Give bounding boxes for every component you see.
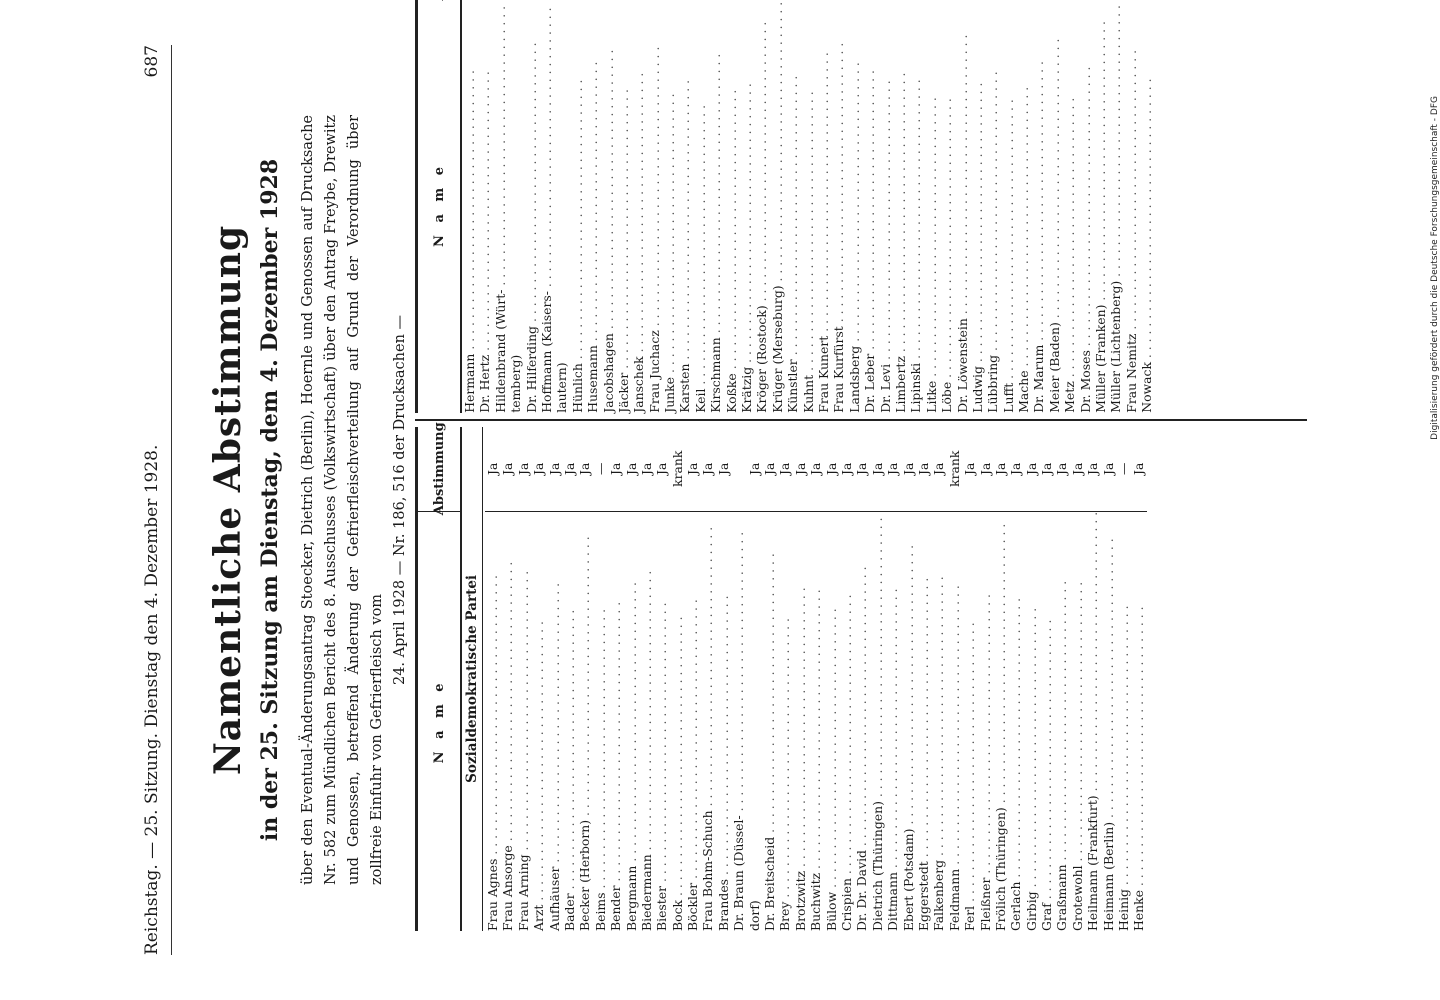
member-row bbox=[1124, 0, 1139, 413]
member-name: Bülow . . . bbox=[824, 512, 839, 931]
member-row bbox=[924, 0, 939, 413]
member-row bbox=[539, 0, 554, 413]
member-name: Künstler . . . bbox=[785, 0, 800, 413]
member-name: Keil . . . bbox=[693, 0, 708, 413]
member-name: Böckler . . . bbox=[685, 512, 700, 931]
member-row bbox=[500, 427, 515, 931]
member-row bbox=[762, 427, 777, 931]
member-name: Girbig . . . bbox=[1024, 512, 1039, 931]
member-row bbox=[808, 427, 823, 931]
member-vote: Ja bbox=[608, 427, 623, 512]
member-name: Ludwig . . . bbox=[970, 0, 985, 413]
member-row bbox=[893, 0, 908, 413]
rotated-page bbox=[97, 5, 1337, 995]
member-name: Junke . . . bbox=[662, 0, 677, 413]
member-row bbox=[577, 427, 592, 931]
member-name: Koßke . . . bbox=[724, 0, 739, 413]
member-name: Heinig . . . bbox=[1116, 512, 1131, 931]
member-row bbox=[654, 427, 669, 931]
member-row bbox=[939, 0, 954, 413]
member-row bbox=[601, 0, 616, 413]
member-name: Karsten . . . bbox=[677, 0, 692, 413]
member-row bbox=[747, 427, 762, 931]
member-row bbox=[801, 0, 816, 413]
member-name: Dr. Marum . . . bbox=[1031, 0, 1046, 413]
member-name: Bergmann . . . bbox=[624, 512, 639, 931]
member-vote: Ja bbox=[562, 427, 577, 512]
member-vote: Ja bbox=[700, 427, 715, 512]
member-vote bbox=[731, 427, 746, 512]
member-row bbox=[947, 427, 962, 931]
member-name: Müller (Lichtenberg) . . . bbox=[1108, 0, 1123, 413]
column-header bbox=[415, 422, 462, 931]
running-head-text: Reichstag. — 25. Sitzung. Dienstag den 4. Dezember 1928. bbox=[142, 444, 162, 955]
member-vote: Ja bbox=[808, 427, 823, 512]
member-row bbox=[1024, 427, 1039, 931]
page-number: 687 bbox=[142, 45, 162, 78]
member-name: Nowack . . . bbox=[1139, 0, 1154, 413]
member-row bbox=[547, 427, 562, 931]
member-name: Bender . . . bbox=[608, 512, 623, 931]
member-name: Brotzwitz . . . bbox=[793, 512, 808, 931]
member-row bbox=[878, 0, 893, 413]
member-row bbox=[485, 427, 500, 931]
member-row bbox=[1047, 0, 1062, 413]
member-row bbox=[785, 0, 800, 413]
member-row bbox=[477, 0, 492, 413]
member-name: Biedermann . . . bbox=[639, 512, 654, 931]
member-vote: Ja bbox=[531, 427, 546, 512]
member-name: Hünlich . . . bbox=[570, 0, 585, 413]
member-vote: Ja bbox=[485, 427, 500, 512]
member-row bbox=[608, 427, 623, 931]
member-name: Dr. Braun (Düssel- . . . bbox=[731, 512, 746, 931]
member-vote: Ja bbox=[885, 427, 900, 512]
member-name: Arzt . . . bbox=[531, 512, 546, 931]
member-name: Heilmann (Frankfurt) . . . bbox=[1085, 512, 1100, 931]
member-name: Bader . . . bbox=[562, 512, 577, 931]
member-row bbox=[493, 0, 508, 413]
member-vote: Ja bbox=[901, 427, 916, 512]
member-row bbox=[770, 0, 785, 413]
member-name: Frau Juchacz . . . bbox=[647, 0, 662, 413]
member-vote: Ja bbox=[639, 427, 654, 512]
member-row bbox=[1016, 0, 1031, 413]
member-row bbox=[708, 0, 723, 413]
member-name: Müller (Franken) . . . bbox=[1093, 0, 1108, 413]
member-row bbox=[824, 427, 839, 931]
member-name: Frau Nemitz . . . bbox=[1124, 0, 1139, 413]
intro-last-line: 24. April 1928 — Nr. 186, 516 der Drucksachen — bbox=[392, 314, 408, 686]
member-vote: Ja bbox=[993, 427, 1008, 512]
member-name: Lufft . . . bbox=[1001, 0, 1016, 413]
intro-paragraph bbox=[297, 115, 412, 885]
member-vote: Ja bbox=[870, 427, 885, 512]
member-name: Frau Kurfürst . . . bbox=[831, 0, 846, 413]
party-heading: Sozialdemokratische Partei bbox=[462, 427, 483, 931]
member-name: Graßmann . . . bbox=[1054, 512, 1069, 931]
member-name: Janschek . . . bbox=[631, 0, 646, 413]
member-name: Hermann . . . bbox=[462, 0, 477, 413]
member-row bbox=[631, 0, 646, 413]
member-row bbox=[731, 427, 746, 931]
member-row bbox=[847, 0, 862, 413]
member-vote: Ja bbox=[1070, 427, 1085, 512]
member-name: Dr. Leber . . . bbox=[862, 0, 877, 413]
vote-header: Abstimmung bbox=[418, 427, 460, 512]
member-name: Mache . . . bbox=[1016, 0, 1031, 413]
member-row bbox=[816, 0, 831, 413]
member-name: Frölich (Thüringen) . . . bbox=[993, 512, 1008, 931]
member-name: Dietrich (Thüringen) . . . bbox=[870, 512, 885, 931]
member-name: Beims . . . bbox=[593, 512, 608, 931]
member-name: Jacobshagen . . . bbox=[601, 0, 616, 413]
member-row bbox=[1039, 427, 1054, 931]
column-header bbox=[415, 0, 462, 413]
member-row bbox=[854, 427, 869, 931]
member-vote: Ja bbox=[777, 427, 792, 512]
member-vote: Ja bbox=[500, 427, 515, 512]
intro-text: über den Eventual-Änderungsantrag Stoecker, Dietrich (Berlin), Hoernle und Genossen auf Drucksache Nr. 582 zum Mündlichen Bericht des 8. Ausschusses (Volkswirtschaft) über den Antrag Freybe, Drewitz und Genossen, betreffend Änderung der Gefrierfleischverteilung auf Grund der Verordnung über zollfreie Einfuhr von Gefrierfleisch vom bbox=[300, 115, 385, 885]
member-row bbox=[1031, 0, 1046, 413]
member-name: lautern) bbox=[554, 362, 570, 413]
member-vote: Ja bbox=[793, 427, 808, 512]
member-row bbox=[662, 0, 677, 413]
member-vote: Ja bbox=[762, 427, 777, 512]
member-name: Dr. Dr. David . . . bbox=[854, 512, 869, 931]
member-row bbox=[639, 427, 654, 931]
member-vote: — bbox=[593, 427, 608, 512]
member-vote: krank bbox=[670, 427, 685, 512]
member-row bbox=[1062, 0, 1077, 413]
member-row bbox=[1078, 0, 1093, 413]
member-row bbox=[1108, 0, 1123, 413]
member-vote: Ja bbox=[978, 427, 993, 512]
member-name: Hoffmann (Kaisers- . . . bbox=[539, 0, 554, 413]
member-row bbox=[1093, 0, 1108, 413]
member-row bbox=[508, 0, 523, 413]
member-row bbox=[754, 0, 769, 413]
vote-column-2 bbox=[415, 0, 1307, 419]
member-vote: Ja bbox=[1054, 427, 1069, 512]
member-name: Frau Ansorge . . . bbox=[500, 512, 515, 931]
vote-table bbox=[415, 63, 1307, 937]
vote-column-1 bbox=[415, 419, 1307, 937]
member-name: Dittmann . . . bbox=[885, 512, 900, 931]
member-name: Crispien . . . bbox=[839, 512, 854, 931]
member-name: Frau Bohm-Schuch . . . bbox=[700, 512, 715, 931]
member-row bbox=[670, 427, 685, 931]
member-name: Dr. Breitscheid . . . bbox=[762, 512, 777, 931]
member-row bbox=[685, 427, 700, 931]
member-name: Biester . . . bbox=[654, 512, 669, 931]
member-row bbox=[1054, 427, 1069, 931]
member-vote: krank bbox=[947, 427, 962, 512]
member-name: Ferl . . . bbox=[962, 512, 977, 931]
member-name: Landsberg . . . bbox=[847, 0, 862, 413]
member-name: Gerlach . . . bbox=[1008, 512, 1023, 931]
member-row bbox=[908, 0, 923, 413]
member-vote: Ja bbox=[839, 427, 854, 512]
member-name: Brandes . . . bbox=[716, 512, 731, 931]
member-row bbox=[1001, 0, 1016, 413]
member-name: Kirschmann . . . bbox=[708, 0, 723, 413]
member-name: Feldmann . . . bbox=[947, 512, 962, 931]
member-name: temberg) bbox=[508, 354, 524, 413]
member-name: Fleißner . . . bbox=[978, 512, 993, 931]
member-vote: Ja bbox=[547, 427, 562, 512]
member-row bbox=[885, 427, 900, 931]
member-vote: Ja bbox=[624, 427, 639, 512]
member-vote: Ja bbox=[747, 427, 762, 512]
name-header: N a m e bbox=[431, 163, 447, 247]
member-row bbox=[693, 0, 708, 413]
member-name: Meier (Baden) . . . bbox=[1047, 0, 1062, 413]
member-vote: Ja bbox=[962, 427, 977, 512]
member-name: Henke . . . bbox=[1131, 512, 1146, 931]
member-name: Dr. Hilferding . . . bbox=[524, 0, 539, 413]
member-name: Dr. Moses . . . bbox=[1078, 0, 1093, 413]
member-name: Kröger (Rostock) . . . bbox=[754, 0, 769, 413]
member-row bbox=[931, 427, 946, 931]
document-subtitle: in der 25. Sitzung am Dienstag, dem 4. Dezember 1928 bbox=[257, 158, 283, 842]
member-row bbox=[1101, 427, 1116, 931]
member-name: Löbe . . . bbox=[939, 0, 954, 413]
member-row bbox=[677, 0, 692, 413]
member-row bbox=[554, 0, 569, 413]
member-row bbox=[462, 0, 477, 413]
member-name: Limbertz . . . bbox=[893, 0, 908, 413]
member-row bbox=[1085, 427, 1100, 931]
member-row bbox=[870, 427, 885, 931]
member-name: Heimann (Berlin) . . . bbox=[1101, 512, 1116, 931]
member-row bbox=[862, 0, 877, 413]
member-row bbox=[593, 427, 608, 931]
member-name: Kuhnt . . . bbox=[801, 0, 816, 413]
member-row bbox=[585, 0, 600, 413]
document-title: Namentliche Abstimmung bbox=[207, 224, 249, 776]
member-row bbox=[724, 0, 739, 413]
member-name: Husemann . . . bbox=[585, 0, 600, 413]
member-name: dorf) bbox=[746, 900, 762, 931]
member-row bbox=[985, 0, 1000, 413]
member-row bbox=[700, 427, 715, 931]
member-row bbox=[647, 0, 662, 413]
member-name: Dr. Levi . . . bbox=[878, 0, 893, 413]
member-vote: Ja bbox=[854, 427, 869, 512]
dfg-credit: Digitalisierung gefördert durch die Deutsche Forschungsgemeinschaft - DFG bbox=[1430, 96, 1440, 440]
member-name: Grotewohl . . . bbox=[1070, 512, 1085, 931]
member-row bbox=[955, 0, 970, 413]
member-name: Graf . . . bbox=[1039, 512, 1054, 931]
member-name: Ebert (Potsdam) . . . bbox=[901, 512, 916, 931]
running-head bbox=[137, 45, 172, 955]
member-row bbox=[1139, 0, 1154, 413]
member-row bbox=[970, 0, 985, 413]
member-name: Aufhäuser . . . bbox=[547, 512, 562, 931]
member-name: Jäcker . . . bbox=[616, 0, 631, 413]
member-row bbox=[531, 427, 546, 931]
member-name: Metz . . . bbox=[1062, 0, 1077, 413]
member-vote: — bbox=[1116, 427, 1131, 512]
member-row bbox=[1116, 427, 1131, 931]
member-name: Lübbring . . . bbox=[985, 0, 1000, 413]
member-name: Frau Agnes . . . bbox=[485, 512, 500, 931]
member-name: Brey . . . bbox=[777, 512, 792, 931]
member-row bbox=[516, 427, 531, 931]
member-row bbox=[993, 427, 1008, 931]
member-vote: Ja bbox=[824, 427, 839, 512]
member-name: Buchwitz . . . bbox=[808, 512, 823, 931]
member-row bbox=[616, 0, 631, 413]
member-name: Falkenberg . . . bbox=[931, 512, 946, 931]
member-vote: Ja bbox=[1101, 427, 1116, 512]
member-row bbox=[916, 427, 931, 931]
member-row bbox=[739, 0, 754, 413]
member-name: Dr. Löwenstein . . . bbox=[955, 0, 970, 413]
member-row bbox=[1131, 427, 1146, 931]
member-row bbox=[524, 0, 539, 413]
member-name: Lipinski . . . bbox=[908, 0, 923, 413]
member-vote: Ja bbox=[1008, 427, 1023, 512]
member-vote: Ja bbox=[931, 427, 946, 512]
member-name: Krüger (Merseburg) . . . bbox=[770, 0, 785, 413]
member-vote: Ja bbox=[654, 427, 669, 512]
member-row bbox=[793, 427, 808, 931]
name-header: N a m e bbox=[431, 679, 447, 764]
member-row bbox=[1008, 427, 1023, 931]
member-name: Becker (Herborn) . . . bbox=[577, 512, 592, 931]
member-vote: Ja bbox=[1131, 427, 1146, 512]
member-name: Krätzig . . . bbox=[739, 0, 754, 413]
member-name: Frau Arning . . . bbox=[516, 512, 531, 931]
member-row bbox=[831, 0, 846, 413]
member-row bbox=[839, 427, 854, 931]
member-name: Hildenbrand (Würt- . . . bbox=[493, 0, 508, 413]
member-row bbox=[624, 427, 639, 931]
member-vote: Ja bbox=[685, 427, 700, 512]
member-vote: Ja bbox=[716, 427, 731, 512]
member-vote: Ja bbox=[1024, 427, 1039, 512]
member-row bbox=[962, 427, 977, 931]
member-row bbox=[777, 427, 792, 931]
member-name: Dr. Hertz . . . bbox=[477, 0, 492, 413]
member-row bbox=[901, 427, 916, 931]
member-vote: Ja bbox=[916, 427, 931, 512]
member-row bbox=[570, 0, 585, 413]
member-vote: Ja bbox=[1085, 427, 1100, 512]
member-name: Litke . . . bbox=[924, 0, 939, 413]
member-row bbox=[716, 427, 731, 931]
member-name: Eggerstedt . . . bbox=[916, 512, 931, 931]
member-vote: Ja bbox=[577, 427, 592, 512]
member-name: Frau Kunert . . . bbox=[816, 0, 831, 413]
member-vote: Ja bbox=[1039, 427, 1054, 512]
member-row bbox=[562, 427, 577, 931]
member-name: Bock . . . bbox=[670, 512, 685, 931]
member-vote: Ja bbox=[516, 427, 531, 512]
member-row bbox=[978, 427, 993, 931]
member-row bbox=[1070, 427, 1085, 931]
